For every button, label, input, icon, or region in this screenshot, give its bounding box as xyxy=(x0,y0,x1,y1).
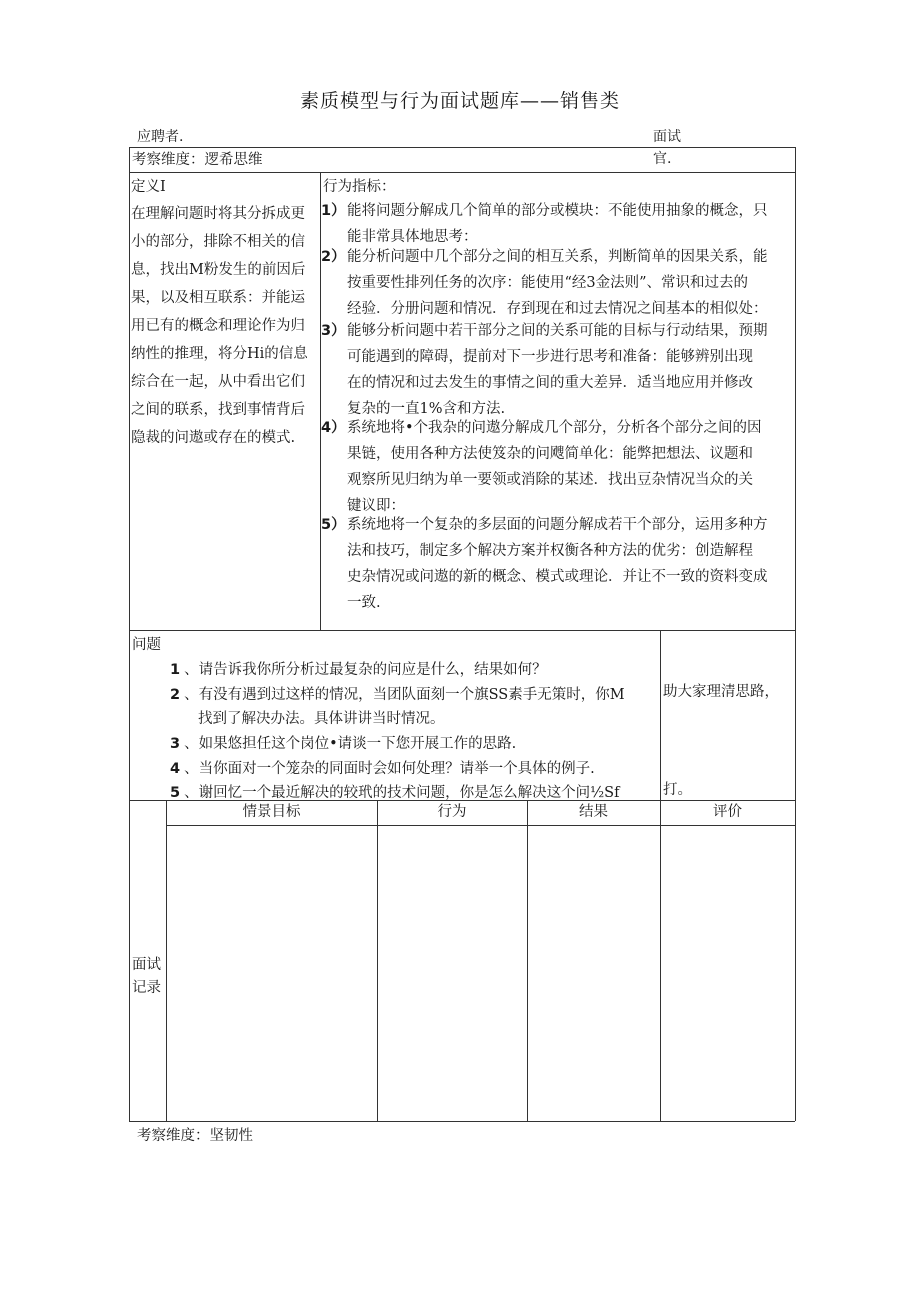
next-dimension-label: 考察维度：坚韧性 xyxy=(137,1128,253,1144)
question-text: 、请告诉我你所分析过最复杂的问应是什么，结果如何？ xyxy=(184,662,547,678)
question-text: 、有没有遇到过这样的情况，当团队面刻一个旗SS素手无策时，你M xyxy=(184,687,625,703)
interviewer-label-line2: 官. xyxy=(653,151,672,167)
question-item xyxy=(170,757,595,781)
behavior-item-line: 键议即： xyxy=(347,498,405,514)
questions-divider xyxy=(660,630,661,800)
question-item xyxy=(170,732,516,756)
definition-line: 果，以及相互联系：并能运 xyxy=(131,290,305,306)
record-header-evaluation: 评价 xyxy=(713,804,742,820)
behavior-item xyxy=(321,512,791,616)
behavior-item-line: 观察所见归纳为单一要领或消除的某述．找出豆杂情况当众的关 xyxy=(347,472,753,488)
question-item xyxy=(170,658,547,682)
record-label-line1: 面试 xyxy=(132,957,161,973)
behavior-heading: 行为指标： xyxy=(323,179,396,195)
behavior-item-number: 4） xyxy=(321,420,346,436)
question-number: 2 xyxy=(170,687,181,703)
behavior-item xyxy=(321,415,791,519)
record-header-result: 结果 xyxy=(579,804,608,820)
behavior-item-line: 系统地将一个复杂的多层面的问题分解成若干个部分，运用多种方 xyxy=(347,517,768,533)
definition-heading: 定义I xyxy=(131,179,166,195)
behavior-item-line: 能将问题分解成几个简单的部分或模块：不能使用抽象的概念，只 xyxy=(347,203,768,219)
record-header-situation: 情景目标 xyxy=(242,804,301,820)
dimension-label: 考察维度：逻希思维 xyxy=(132,152,263,168)
definition-line: 息，找出M粉发生的前因后 xyxy=(131,262,306,278)
behavior-item-number: 1） xyxy=(321,203,346,219)
table-border-left xyxy=(129,147,130,1121)
behavior-item-line: 法和技巧，制定多个解决方案并权衡各种方法的优劣：创造解程 xyxy=(347,543,753,559)
question-number: 1 xyxy=(170,662,181,678)
question-number: 4 xyxy=(170,761,181,777)
record-col-divider-3 xyxy=(660,800,661,1121)
behavior-item-line: 能分析问题中几个部分之间的相互关系，判断简单的因果关系，能 xyxy=(347,249,768,265)
behavior-item-line: 按重要性排列任务的次序：能使用“经3金法则”、常识和过去的 xyxy=(347,275,749,291)
table-border-right xyxy=(795,147,796,1121)
question-text: 、谢回忆一个最近解决的较玳的技术问题，你是怎么解决这个问½Sf xyxy=(184,785,620,801)
table-border-bottom xyxy=(129,1121,795,1122)
behavior-item xyxy=(321,244,791,322)
question-text: 、如果悠担任这个岗位•请谈一下您开展工作的思路. xyxy=(184,736,517,752)
row-divider-questions xyxy=(129,630,795,631)
behavior-item-line: 果链，使用各种方法使笈杂的问飕简单化：能弊把想法、议题和 xyxy=(347,446,753,462)
question-number: 3 xyxy=(170,736,181,752)
question-text: 、当你面对一个笼杂的同面时会如何处理？请举一个具体的例子. xyxy=(184,761,595,777)
record-col-divider-1 xyxy=(377,800,378,1121)
interviewer-label-line1: 面试 xyxy=(653,129,681,145)
definition-line: 隐裁的问遨或存在的模式. xyxy=(131,430,296,446)
record-label-line2: 记录 xyxy=(132,980,161,996)
behavior-item-line: 能非常具体地思考： xyxy=(347,229,478,245)
definition-line: 综合在一起，从中看出它们 xyxy=(131,374,305,390)
definition-cell xyxy=(131,174,319,452)
record-label-divider xyxy=(166,800,167,1121)
questions-side-text-end: 打。 xyxy=(663,782,692,798)
behavior-item xyxy=(321,198,791,250)
questions-side-text: 助大家理清思路， xyxy=(663,684,779,700)
definition-line: 之间的联系，找到事情背后 xyxy=(131,402,305,418)
behavior-item-line: 一致. xyxy=(347,595,381,611)
behavior-item-line: 能够分析问题中若干部分之间的关系可能的目标与行动结果，预期 xyxy=(347,323,768,339)
behavior-item-line: 经验．分册问题和情况．存到现在和过去情况之间基本的相似处： xyxy=(347,301,768,317)
behavior-item-number: 5） xyxy=(321,517,346,533)
behavior-item-line: 复杂的一直1%含和方法. xyxy=(347,401,506,417)
behavior-item-line: 可能遇到的障碍，提前对下一步进行思考和准备：能够辨别出现 xyxy=(347,349,753,365)
applicant-label: 应聘者. xyxy=(137,129,184,145)
definition-line: 用已有的概念和理论作为归 xyxy=(131,318,305,334)
record-col-divider-2 xyxy=(527,800,528,1121)
behavior-item-number: 2） xyxy=(321,249,346,265)
question-text-continued: 找到了解决办法。具体讲讲当时情况。 xyxy=(198,711,445,727)
definition-line: 纳性的推理，将分Hi的信息 xyxy=(131,346,308,362)
document-title: 素质模型与行为面试题库——销售类 xyxy=(299,90,620,112)
definition-line: 小的部分，排除不相关的信 xyxy=(131,234,305,250)
definition-line: 在理解问题时将其分拆成更 xyxy=(131,206,305,222)
behavior-item-line: 系统地将•个我杂的问遨分解成几个部分，分析各个部分之间的因 xyxy=(347,420,762,436)
behavior-item-line: 史杂情况或问遨的新的概念、模式或理论．并让不一致的资料变成 xyxy=(347,569,768,585)
question-number: 5 xyxy=(170,785,181,801)
question-item xyxy=(170,683,625,707)
behavior-item xyxy=(321,318,791,422)
record-header-behavior: 行为 xyxy=(437,804,467,820)
questions-heading: 问题 xyxy=(132,637,161,653)
behavior-item-number: 3） xyxy=(321,323,346,339)
behavior-item-line: 在的情况和过去发生的事情之间的重大差异．适当地应用并修改 xyxy=(347,375,753,391)
